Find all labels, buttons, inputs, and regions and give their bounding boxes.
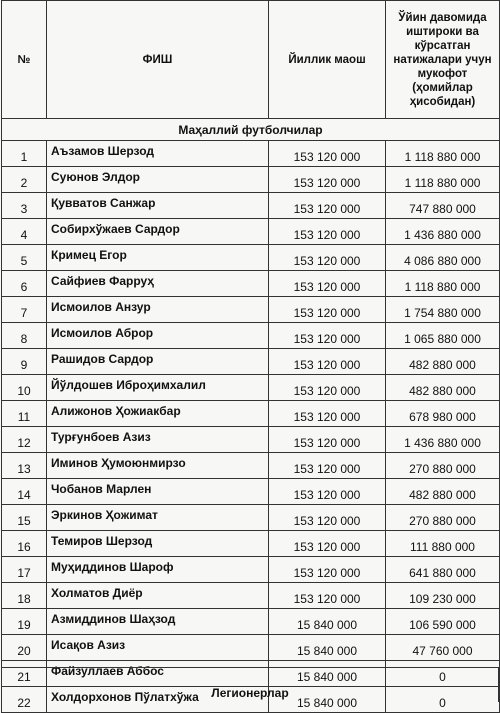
player-name: Холматов Диёр <box>47 583 269 609</box>
row-number: 5 <box>2 245 47 271</box>
table-row <box>2 193 500 219</box>
table-row <box>2 297 500 323</box>
row-number: 7 <box>2 297 47 323</box>
row-number: 22 <box>2 687 47 713</box>
annual-salary: 153 120 000 <box>269 193 386 219</box>
annual-salary: 153 120 000 <box>269 401 386 427</box>
player-name: Алижонов Ҳожиакбар <box>47 401 269 427</box>
table-row <box>2 375 500 401</box>
annual-salary: 153 120 000 <box>269 505 386 531</box>
annual-salary: 153 120 000 <box>269 427 386 453</box>
annual-salary: 15 840 000 <box>269 635 386 661</box>
player-name: Аъзамов Шерзод <box>47 141 269 167</box>
bonus-amount: 747 880 000 <box>386 193 500 219</box>
table-row <box>2 219 500 245</box>
annual-salary: 153 120 000 <box>269 141 386 167</box>
bonus-amount: 47 760 000 <box>386 635 500 661</box>
row-number: 4 <box>2 219 47 245</box>
section-row-local <box>2 119 500 141</box>
bonus-amount: 0 <box>386 661 500 687</box>
table-row <box>2 505 500 531</box>
player-name: Исақов Азиз <box>47 635 269 661</box>
table-row <box>2 349 500 375</box>
table-row <box>2 557 500 583</box>
row-number: 2 <box>2 167 47 193</box>
table-row <box>2 141 500 167</box>
table-row <box>2 401 500 427</box>
table-header-row <box>2 1 500 119</box>
bonus-amount: 482 880 000 <box>386 479 500 505</box>
row-number: 11 <box>2 401 47 427</box>
table-row <box>2 167 500 193</box>
player-name: Суюнов Элдор <box>47 167 269 193</box>
section-title-legionnaires: Легионерлар <box>211 686 289 700</box>
annual-salary: 153 120 000 <box>269 583 386 609</box>
annual-salary: 153 120 000 <box>269 167 386 193</box>
bonus-amount: 111 880 000 <box>386 531 500 557</box>
player-name: Қувватов Санжар <box>47 193 269 219</box>
annual-salary: 153 120 000 <box>269 375 386 401</box>
annual-salary: 153 120 000 <box>269 271 386 297</box>
header-no: № <box>2 1 47 119</box>
player-name: Азмиддинов Шаҳзод <box>47 609 269 635</box>
player-name: Файзуллаев Аббос <box>47 661 269 687</box>
section-legionnaires <box>1 667 499 702</box>
row-number: 17 <box>2 557 47 583</box>
row-number: 16 <box>2 531 47 557</box>
bonus-amount: 1 118 880 000 <box>386 141 500 167</box>
bonus-amount: 1 118 880 000 <box>386 167 500 193</box>
annual-salary: 153 120 000 <box>269 531 386 557</box>
table-row <box>2 323 500 349</box>
bonus-amount: 1 118 880 000 <box>386 271 500 297</box>
annual-salary: 153 120 000 <box>269 297 386 323</box>
row-number: 1 <box>2 141 47 167</box>
bonus-amount: 0 <box>386 687 500 713</box>
bonus-amount: 270 880 000 <box>386 453 500 479</box>
annual-salary: 15 840 000 <box>269 687 386 713</box>
row-number: 9 <box>2 349 47 375</box>
player-name: Рашидов Сардор <box>47 349 269 375</box>
table-row <box>2 271 500 297</box>
players-table <box>1 0 500 713</box>
annual-salary: 153 120 000 <box>269 453 386 479</box>
row-number: 19 <box>2 609 47 635</box>
table-row <box>2 453 500 479</box>
bonus-amount: 641 880 000 <box>386 557 500 583</box>
row-number: 12 <box>2 427 47 453</box>
player-name: Турғунбоев Азиз <box>47 427 269 453</box>
annual-salary: 153 120 000 <box>269 349 386 375</box>
section-title-local: Маҳаллий футболчилар <box>2 119 500 141</box>
table-row <box>2 427 500 453</box>
row-number: 6 <box>2 271 47 297</box>
bonus-amount: 1 754 880 000 <box>386 297 500 323</box>
header-name: ФИШ <box>47 1 269 119</box>
player-name: Муҳиддинов Шароф <box>47 557 269 583</box>
player-name: Эркинов Ҳожимат <box>47 505 269 531</box>
player-name: Темиров Шерзод <box>47 531 269 557</box>
player-name: Сайфиев Фарруҳ <box>47 271 269 297</box>
bonus-amount: 270 880 000 <box>386 505 500 531</box>
table-row <box>2 635 500 661</box>
player-name: Исмоилов Анзур <box>47 297 269 323</box>
annual-salary: 153 120 000 <box>269 245 386 271</box>
annual-salary: 153 120 000 <box>269 219 386 245</box>
bonus-amount: 4 086 880 000 <box>386 245 500 271</box>
row-number: 10 <box>2 375 47 401</box>
bonus-amount: 1 436 880 000 <box>386 427 500 453</box>
bonus-amount: 1 436 880 000 <box>386 219 500 245</box>
table-row <box>2 531 500 557</box>
player-name: Собирхўжаев Сардор <box>47 219 269 245</box>
annual-salary: 153 120 000 <box>269 479 386 505</box>
annual-salary: 15 840 000 <box>269 609 386 635</box>
bonus-amount: 482 880 000 <box>386 349 500 375</box>
player-name: Йўлдошев Иброҳимхалил <box>47 375 269 401</box>
bonus-amount: 678 980 000 <box>386 401 500 427</box>
row-number: 3 <box>2 193 47 219</box>
player-name: Исмоилов Аброр <box>47 323 269 349</box>
annual-salary: 153 120 000 <box>269 323 386 349</box>
annual-salary: 15 840 000 <box>269 661 386 687</box>
table-row <box>2 609 500 635</box>
table-row <box>2 583 500 609</box>
bonus-amount: 106 590 000 <box>386 609 500 635</box>
row-number: 20 <box>2 635 47 661</box>
header-bonus: Ўйин давомида иштироки ва кўрсатган натижалари учун мукофот (ҳомийлар ҳисобидан) <box>386 1 500 119</box>
annual-salary: 153 120 000 <box>269 557 386 583</box>
player-name: Холдорхонов Пўлатхўжа <box>47 687 269 713</box>
row-number: 21 <box>2 661 47 687</box>
row-number: 18 <box>2 583 47 609</box>
player-name: Иминов Ҳумоюнмирзо <box>47 453 269 479</box>
bonus-amount: 1 065 880 000 <box>386 323 500 349</box>
header-salary: Йиллик маош <box>269 1 386 119</box>
table-row <box>2 245 500 271</box>
row-number: 13 <box>2 453 47 479</box>
bonus-amount: 482 880 000 <box>386 375 500 401</box>
table-row <box>2 479 500 505</box>
row-number: 15 <box>2 505 47 531</box>
row-number: 8 <box>2 323 47 349</box>
player-name: Кримец Егор <box>47 245 269 271</box>
row-number: 14 <box>2 479 47 505</box>
player-name: Чобанов Марлен <box>47 479 269 505</box>
bonus-amount: 109 230 000 <box>386 583 500 609</box>
